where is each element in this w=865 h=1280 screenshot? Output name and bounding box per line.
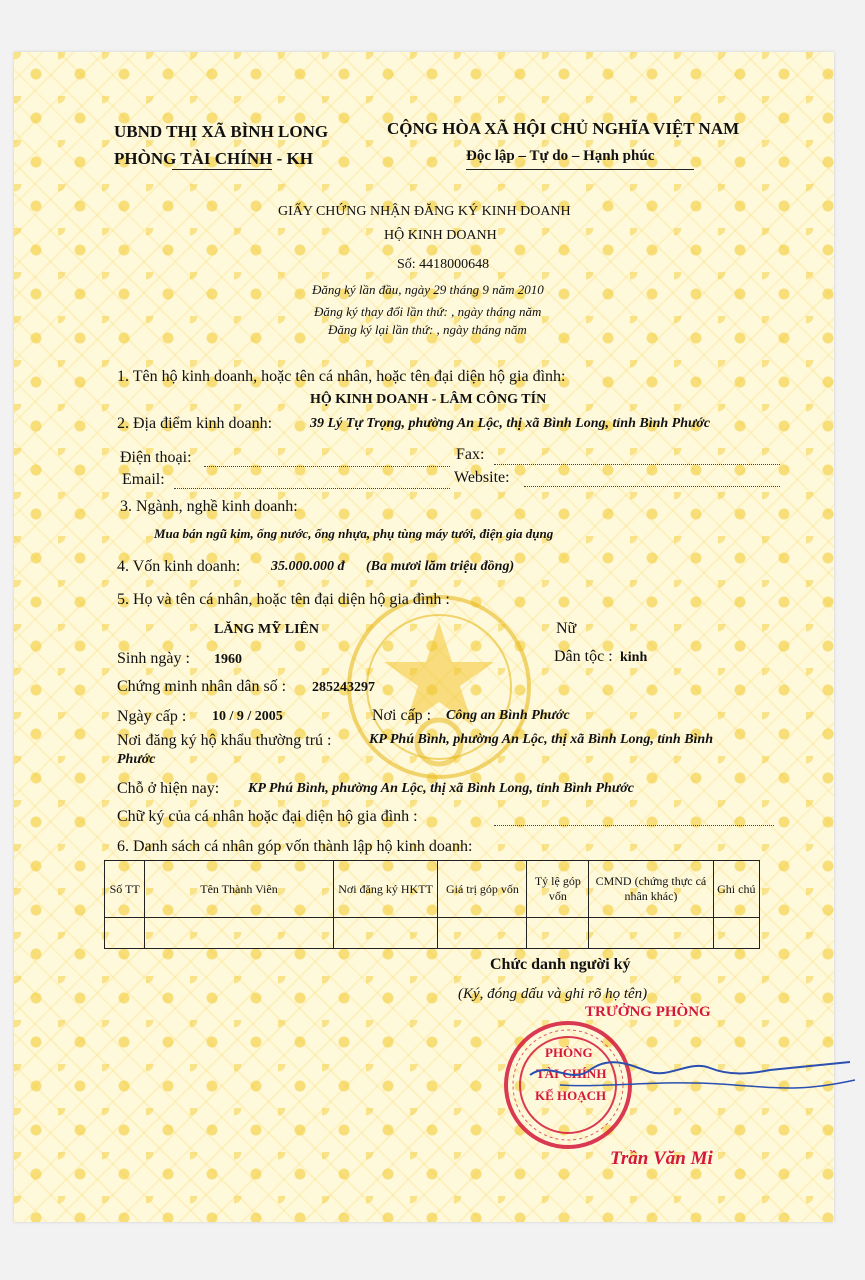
certificate-title: GIẤY CHỨNG NHẬN ĐĂNG KÝ KINH DOANH	[278, 204, 571, 219]
handwritten-signature-icon	[520, 1040, 860, 1120]
col-notes: Ghi chú	[713, 861, 759, 918]
ethnic-value: kinh	[620, 650, 648, 665]
header-nation: CỘNG HÒA XÃ HỘI CHỦ NGHĨA VIỆT NAM	[387, 119, 740, 138]
stamp-line-1: PHÒNG	[545, 1045, 593, 1060]
dob-label: Sinh ngày :	[117, 650, 190, 667]
signer-position: TRƯỞNG PHÒNG	[585, 1004, 711, 1020]
field-capital-value: 35.000.000 đ	[271, 559, 345, 574]
certificate-subtitle: HỘ KINH DOANH	[384, 228, 497, 243]
issue-place-label: Nơi cấp :	[372, 707, 432, 724]
stamp-line-3: KẾ HOẠCH	[535, 1088, 607, 1103]
signer-title: Chức danh người ký	[490, 956, 631, 973]
header-agency: UBND THỊ XÃ BÌNH LONG	[114, 122, 329, 141]
fax-dots	[494, 452, 780, 465]
email-dots	[174, 476, 450, 489]
signer-name: Trần Văn Mi	[610, 1148, 713, 1169]
phone-dots	[204, 454, 450, 467]
header-underline	[172, 169, 272, 170]
fax-label: Fax:	[456, 446, 485, 463]
signature-dots	[494, 813, 774, 826]
col-registration: Nơi đăng ký HKTT	[333, 861, 438, 918]
representative-gender: Nữ	[556, 620, 577, 637]
phone-label: Điện thoại:	[120, 449, 192, 466]
field-capital-words: (Ba mươi lăm triệu đồng)	[366, 559, 515, 574]
id-label: Chứng minh nhân dân số :	[117, 678, 287, 695]
residence-value-cont: Phước	[117, 752, 156, 767]
col-no: Số TT	[105, 861, 145, 918]
id-value: 285243297	[312, 680, 375, 695]
field-business-name-label: 1. Tên hộ kinh doanh, hoặc tên cá nhân, hoặc tên đại diện hộ gia đình:	[117, 368, 566, 385]
email-label: Email:	[122, 471, 165, 488]
current-address-value: KP Phú Bình, phường An Lộc, thị xã Bình Long, tỉnh Bình Phước	[248, 781, 634, 796]
representative-name: LĂNG MỸ LIÊN	[214, 622, 320, 637]
certificate-number: Số: 4418000648	[397, 257, 490, 272]
current-address-label: Chỗ ở hiện nay:	[117, 780, 220, 797]
website-label: Website:	[454, 469, 510, 486]
issue-date-label: Ngày cấp :	[117, 708, 187, 725]
col-id-card: CMND (chứng thực cá nhân khác)	[589, 861, 713, 918]
website-dots	[524, 474, 780, 487]
dob-value: 1960	[214, 652, 242, 667]
signature-label: Chữ ký của cá nhân hoặc đại diện hộ gia đình :	[117, 808, 418, 825]
table-row	[105, 918, 760, 949]
motto-underline	[466, 169, 694, 170]
field-industry-value: Mua bán ngũ kim, ống nước, ống nhựa, phụ tùng máy tưới, điện gia dụng	[154, 526, 554, 541]
field-capital-label: 4. Vốn kinh doanh:	[117, 558, 241, 575]
registration-change: Đăng ký thay đổi lần thứ: , ngày tháng năm	[314, 304, 542, 319]
col-member-name: Tên Thành Viên	[145, 861, 333, 918]
field-business-name-value: HỘ KINH DOANH - LÂM CÔNG TÍN	[310, 392, 547, 407]
header-motto: Độc lập – Tự do – Hạnh phúc	[466, 148, 655, 164]
field-representative-label: 5. Họ và tên cá nhân, hoặc tên đại diện hộ gia đình :	[117, 591, 450, 608]
registration-first: Đăng ký lần đầu, ngày 29 tháng 9 năm 2010	[312, 282, 544, 297]
col-contribution-ratio: Tỷ lệ góp vốn	[527, 861, 589, 918]
ethnic-label: Dân tộc :	[554, 648, 613, 665]
residence-label: Nơi đăng ký hộ khẩu thường trú :	[117, 732, 332, 749]
header-department: PHÒNG TÀI CHÍNH - KH	[114, 149, 313, 168]
signer-note: (Ký, đóng dấu và ghi rõ họ tên)	[458, 986, 648, 1002]
field-members-label: 6. Danh sách cá nhân góp vốn thành lập hộ kinh doanh:	[117, 838, 473, 855]
col-contribution-value: Giá trị góp vốn	[438, 861, 527, 918]
issue-place-value: Công an Bình Phước	[446, 708, 570, 723]
residence-value: KP Phú Bình, phường An Lộc, thị xã Bình Long, tỉnh Bình	[369, 732, 713, 747]
field-address-label: 2. Địa điểm kinh doanh:	[117, 415, 273, 432]
field-industry-label: 3. Ngành, nghề kinh doanh:	[120, 498, 298, 515]
field-address-value: 39 Lý Tự Trọng, phường An Lộc, thị xã Bình Long, tỉnh Bình Phước	[310, 416, 711, 431]
registration-again: Đăng ký lại lần thứ: , ngày tháng năm	[328, 322, 527, 337]
table-header-row	[105, 861, 760, 918]
members-table	[104, 860, 760, 949]
issue-date-value: 10 / 9 / 2005	[212, 709, 283, 724]
stamp-line-2: TÀI CHÍNH	[536, 1066, 607, 1081]
